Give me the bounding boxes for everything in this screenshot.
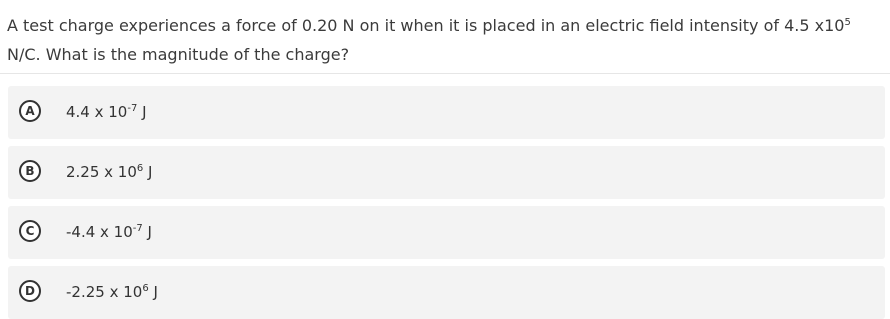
option-b-base: 2.25 x 10	[66, 163, 137, 181]
option-d-unit: J	[148, 283, 158, 301]
option-a-base: 4.4 x 10	[66, 103, 128, 121]
option-c-base: -4.4 x 10	[66, 223, 133, 241]
option-b-letter-badge: B	[19, 160, 41, 182]
option-b[interactable]	[8, 146, 885, 199]
question-line1: A test charge experiences a force of 0.20 N on it when it is placed in an electric field intensity of 4.5 x10	[7, 16, 845, 35]
option-b-text	[66, 163, 152, 181]
option-c-letter-badge: C	[19, 220, 41, 242]
option-a-exponent: -7	[127, 103, 138, 114]
option-c-unit: J	[142, 223, 152, 241]
option-d-letter-badge: D	[19, 280, 41, 302]
option-d-text	[66, 283, 158, 301]
question-line2: N/C. What is the magnitude of the charge?	[7, 45, 350, 64]
option-d[interactable]	[8, 266, 885, 319]
option-a-unit: J	[137, 103, 147, 121]
option-a[interactable]	[8, 86, 885, 139]
option-b-exponent: 6	[136, 163, 144, 174]
option-d-base: -2.25 x 10	[66, 283, 143, 301]
option-c-text	[66, 223, 152, 241]
option-d-exponent: 6	[142, 283, 149, 294]
question-exponent: 5	[844, 17, 851, 28]
option-a-text	[66, 103, 147, 121]
option-b-unit: J	[143, 163, 153, 181]
question-divider	[0, 73, 890, 74]
option-a-letter-badge: A	[19, 100, 41, 122]
option-c[interactable]	[8, 206, 885, 259]
option-c-exponent: -7	[132, 223, 143, 234]
question-text	[7, 11, 882, 69]
